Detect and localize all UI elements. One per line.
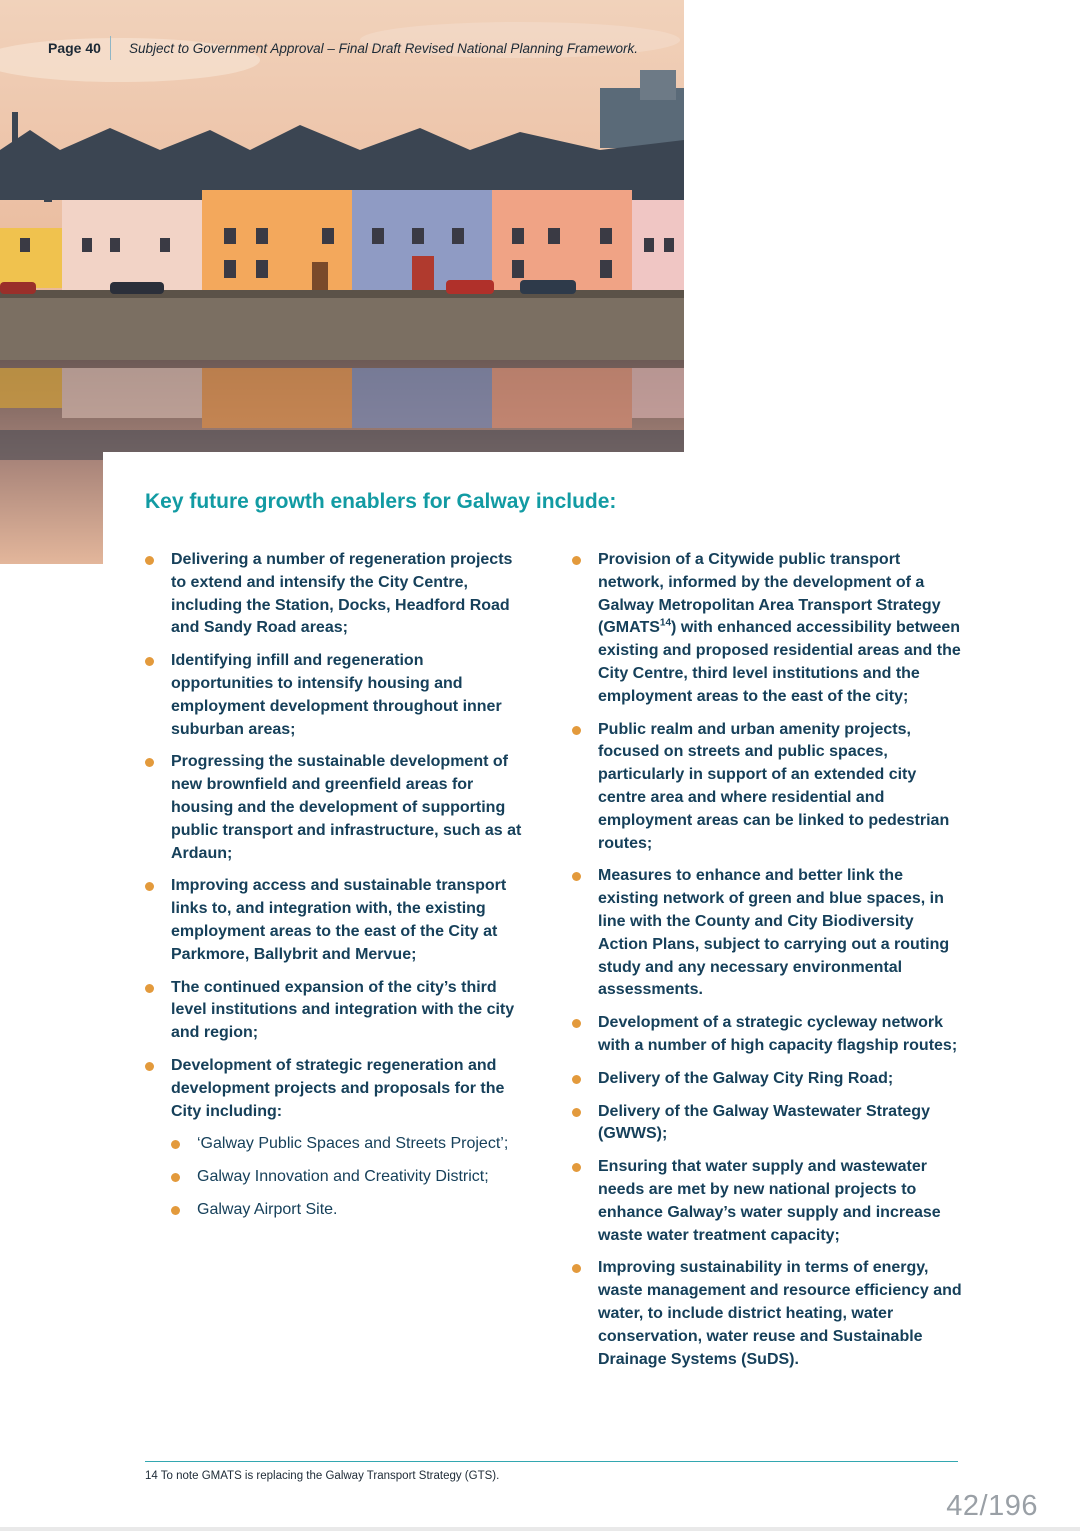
list-item xyxy=(145,549,530,640)
footnote-reference[interactable]: 14 xyxy=(659,618,672,630)
header-divider xyxy=(110,36,111,60)
bullet-icon xyxy=(145,556,154,565)
bullet-icon xyxy=(171,1206,180,1215)
list-item-text: Ensuring that water supply and wastewater needs are met by new national projects to enhance Galway’s water supply and increase waste water treatment capacity; xyxy=(598,1158,941,1244)
list-item xyxy=(572,1012,962,1058)
bullet-icon xyxy=(572,1019,581,1028)
sub-list-item-text: ‘Galway Public Spaces and Streets Project’; xyxy=(197,1135,509,1153)
list-item xyxy=(145,977,530,1045)
list-item xyxy=(572,865,962,1002)
sub-bullet-list xyxy=(171,1133,530,1221)
bullet-icon xyxy=(171,1173,180,1182)
list-item-text: Delivery of the Galway Wastewater Strategy (GWWS); xyxy=(598,1102,930,1143)
bullet-icon xyxy=(145,882,154,891)
list-item xyxy=(145,751,530,865)
right-column xyxy=(572,549,962,1381)
bullet-icon xyxy=(171,1140,180,1149)
bullet-icon xyxy=(145,984,154,993)
list-item-text: Improving sustainability in terms of energy, waste management and resource efficiency and water, to include district heating, water conservation, water reuse and Sustainable Drainage Systems (SuDS). xyxy=(598,1259,962,1368)
right-bullet-list xyxy=(572,549,962,1371)
list-item-text: Public realm and urban amenity projects, focused on streets and public spaces, particularly in support of an extended city centre area and where residential and employment areas can be linked to pedestrian routes; xyxy=(598,720,950,852)
bullet-icon xyxy=(145,758,154,767)
list-item-text: Measures to enhance and better link the existing network of green and blue spaces, in line with the County and City Biodiversity Action Plans, subject to carrying out a routing study and any necessary environmental assessments. xyxy=(598,867,950,999)
sub-list-item xyxy=(171,1199,530,1222)
list-item-text: Development of strategic regeneration and development projects and proposals for the City including: xyxy=(171,1056,505,1120)
footnote: 14 To note GMATS is replacing the Galway Transport Strategy (GTS). xyxy=(145,1470,500,1482)
list-item xyxy=(572,1068,962,1091)
sub-list-item-text: Galway Airport Site. xyxy=(197,1200,338,1218)
left-bullet-list xyxy=(145,549,530,1222)
list-item-text: Progressing the sustainable development of new brownfield and greenfield areas for housing and the development of supporting public transport and infrastructure, such as at Ardaun; xyxy=(171,753,522,862)
list-item-text-before: Provision of a Citywide public transport network, informed by the development of a Galway Metropolitan Area Transport Strategy (GMATS xyxy=(598,551,941,637)
sub-list-item xyxy=(171,1133,530,1156)
viewer-bottom-bar xyxy=(0,1527,1080,1531)
list-item-text: The continued expansion of the city’s third level institutions and integration with the city and region; xyxy=(171,978,515,1042)
bullet-icon xyxy=(572,1075,581,1084)
bullet-icon xyxy=(572,1163,581,1172)
list-item-text: Improving access and sustainable transport links to, and integration with, the existing employment areas to the east of the City at Parkmore, Ballybrit and Mervue; xyxy=(171,877,507,963)
bullet-icon xyxy=(572,872,581,881)
page-number: Page 40 xyxy=(48,40,101,56)
list-item-text: Identifying infill and regeneration opportunities to intensify housing and employment development throughout inner suburban areas; xyxy=(171,652,502,738)
footnote-divider xyxy=(145,1461,958,1462)
bullet-icon xyxy=(572,726,581,735)
document-title: Subject to Government Approval – Final Draft Revised National Planning Framework. xyxy=(129,40,638,56)
page-counter: 42/196 xyxy=(946,1490,1038,1522)
list-item-text-after: ) with enhanced accessibility between existing and proposed residential areas and the City Centre, third level institutions and the employment areas to the east of the city; xyxy=(598,619,961,705)
bullet-icon xyxy=(572,556,581,565)
list-item xyxy=(572,1101,962,1147)
sub-list-item xyxy=(171,1166,530,1189)
left-column xyxy=(145,549,530,1232)
page-header xyxy=(48,36,638,60)
list-item xyxy=(572,1156,962,1247)
list-item-text: Delivery of the Galway City Ring Road; xyxy=(598,1069,894,1087)
list-item xyxy=(572,549,962,709)
section-heading: Key future growth enablers for Galway include: xyxy=(145,490,617,513)
list-item xyxy=(572,1257,962,1371)
list-item-text: Delivering a number of regeneration projects to extend and intensify the City Centre, including the Station, Docks, Headford Road and Sandy Road areas; xyxy=(171,551,513,637)
list-item xyxy=(572,719,962,856)
sub-list-item-text: Galway Innovation and Creativity District; xyxy=(197,1168,489,1186)
bullet-icon xyxy=(572,1264,581,1273)
list-item xyxy=(145,1055,530,1222)
bullet-icon xyxy=(572,1108,581,1117)
bullet-icon xyxy=(145,657,154,666)
list-item-text: Development of a strategic cycleway network with a number of high capacity flagship routes; xyxy=(598,1014,958,1054)
bullet-icon xyxy=(145,1062,154,1071)
list-item xyxy=(145,650,530,741)
list-item xyxy=(145,875,530,966)
